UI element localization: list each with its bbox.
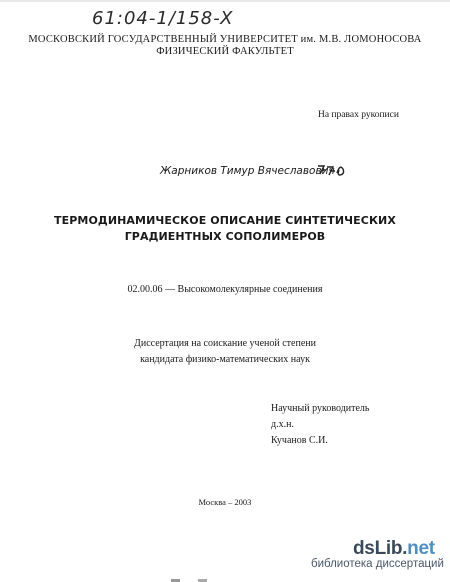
degree-line-1: Диссертация на соискание ученой степени [134, 338, 316, 349]
degree-line-2: кандидата физико-математических наук [140, 354, 310, 365]
supervisor-label: Научный руководитель [271, 403, 370, 414]
supervisor-name: Кучанов С.И. [271, 435, 328, 446]
handwritten-catalog-code: 61:04-1/158-X [92, 8, 234, 29]
thesis-title-line-1: ТЕРМОДИНАМИЧЕСКОЕ ОПИСАНИЕ СИНТЕТИЧЕСКИХ [54, 214, 396, 227]
manuscript-rights-note: На правах рукописи [318, 110, 399, 120]
supervisor-degree: д.х.н. [271, 419, 294, 430]
dslib-logo[interactable] [353, 538, 435, 560]
university-name: МОСКОВСКИЙ ГОСУДАРСТВЕННЫЙ УНИВЕРСИТЕТ им. М.В. ЛОМОНОСОВА [28, 34, 422, 45]
author-name: Жарников Тимур Вячеславович [160, 165, 335, 177]
city-year: Москва – 2003 [198, 497, 252, 507]
handwritten-signature [316, 160, 348, 185]
specialty-code: 02.00.06 — Высокомолекулярные соединения [127, 284, 323, 295]
thesis-title-line-2: ГРАДИЕНТНЫХ СОПОЛИМЕРОВ [124, 230, 326, 243]
logo-net-text: net [407, 538, 435, 559]
logo-main-text: dsLib. [353, 538, 408, 559]
scan-top-edge [0, 0, 450, 2]
faculty-name: ФИЗИЧЕСКИЙ ФАКУЛЬТЕТ [156, 46, 294, 57]
dslib-subtitle: библиотека диссертаций [311, 558, 444, 570]
